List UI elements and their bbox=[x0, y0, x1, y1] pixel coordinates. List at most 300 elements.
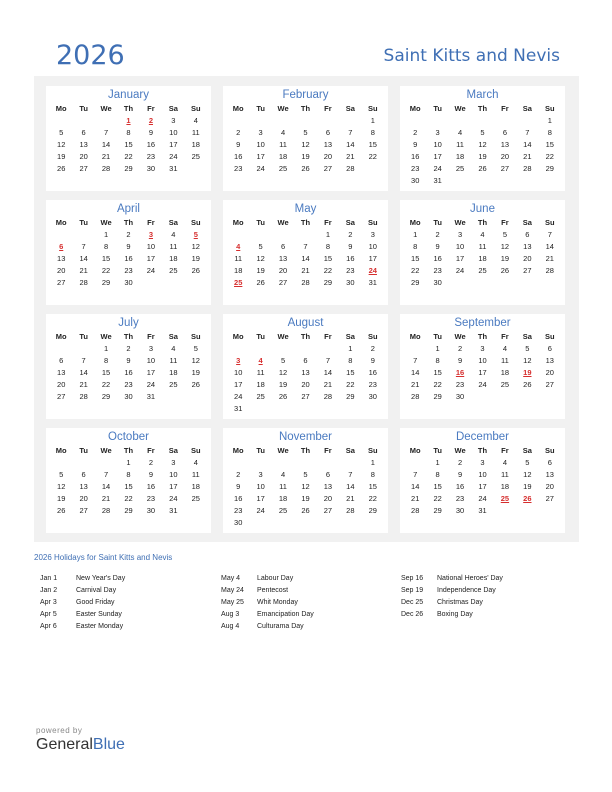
month-name: September bbox=[454, 317, 511, 329]
holiday-name: New Year's Day bbox=[76, 575, 126, 582]
day-cell: 11 bbox=[191, 470, 200, 479]
weekday-header: Su bbox=[190, 332, 201, 341]
day-cell: 26 bbox=[301, 164, 310, 173]
day-cell: 5 bbox=[59, 470, 64, 479]
day-cell: 23 bbox=[346, 266, 355, 275]
calendar-panel bbox=[34, 76, 579, 542]
weekday-header: Sa bbox=[168, 332, 178, 341]
weekday-header: Tu bbox=[433, 446, 442, 455]
empty-cell bbox=[249, 457, 271, 469]
day-cell: 3 bbox=[457, 230, 463, 239]
day-cell: 1 bbox=[126, 458, 131, 467]
weekday-header: We bbox=[100, 104, 112, 113]
day-cell: 21 bbox=[346, 152, 355, 161]
day-cell: 18 bbox=[169, 254, 178, 263]
day-cell: 25 bbox=[169, 380, 178, 389]
day-cell: 19 bbox=[256, 266, 265, 275]
day-cell: 2 bbox=[413, 128, 418, 137]
day-cell: 16 bbox=[411, 152, 420, 161]
holiday-row bbox=[221, 573, 314, 585]
holiday-name: Labour Day bbox=[257, 575, 294, 582]
weekday-header: Tu bbox=[256, 104, 265, 113]
day-cell: 9 bbox=[126, 356, 131, 365]
weekday-header: Th bbox=[300, 332, 311, 341]
weekday-header: Sa bbox=[168, 104, 178, 113]
day-cell: 6 bbox=[325, 128, 330, 137]
weekday-header: We bbox=[454, 332, 466, 341]
day-cell: 18 bbox=[455, 152, 465, 161]
brand bbox=[36, 726, 125, 754]
holiday-date: Jan 1 bbox=[40, 575, 58, 582]
day-cell: 14 bbox=[79, 254, 88, 263]
day-cell: 3 bbox=[171, 116, 176, 125]
weekday-header: Th bbox=[477, 332, 488, 341]
weekday-header: Su bbox=[190, 446, 201, 455]
day-cell: 5 bbox=[258, 242, 263, 251]
day-cell: 23 bbox=[411, 164, 420, 173]
day-cell: 22 bbox=[433, 494, 442, 503]
month-grid bbox=[400, 103, 565, 187]
day-cell: 12 bbox=[256, 254, 265, 263]
weekday-header: Fr bbox=[147, 104, 155, 113]
empty-cell bbox=[249, 343, 271, 355]
day-cell: 6 bbox=[547, 344, 552, 353]
holiday-date: Apr 6 bbox=[40, 623, 57, 630]
empty-cell bbox=[317, 343, 339, 355]
weekday-header: Fr bbox=[501, 332, 509, 341]
day-cell: 17 bbox=[234, 380, 243, 389]
day-cell: 24 bbox=[234, 392, 243, 401]
day-cell: 16 bbox=[368, 368, 377, 377]
day-cell: 10 bbox=[368, 242, 377, 251]
weekday-header: Su bbox=[544, 446, 555, 455]
day-cell: 9 bbox=[236, 140, 241, 149]
day-cell: 28 bbox=[323, 392, 333, 401]
day-cell: 3 bbox=[480, 344, 485, 353]
day-cell: 20 bbox=[57, 380, 66, 389]
day-cell: 13 bbox=[79, 482, 88, 491]
logo-general: General bbox=[36, 736, 93, 753]
day-cell: 23 bbox=[234, 164, 243, 173]
day-cell: 1 bbox=[413, 230, 418, 239]
empty-cell bbox=[494, 115, 516, 127]
holiday-date: Aug 3 bbox=[221, 611, 240, 618]
day-cell: 24 bbox=[169, 152, 178, 161]
day-cell: 19 bbox=[301, 152, 310, 161]
day-cell: 10 bbox=[256, 140, 265, 149]
month-grid bbox=[400, 331, 565, 403]
holiday-date: Dec 25 bbox=[401, 599, 424, 606]
day-cell: 7 bbox=[81, 242, 86, 251]
day-cell: 8 bbox=[370, 128, 375, 137]
day-cell: 22 bbox=[411, 266, 420, 275]
day-cell: 11 bbox=[234, 254, 243, 263]
day-cell: 3 bbox=[258, 128, 263, 137]
day-cell: 25 bbox=[455, 164, 465, 173]
month-august bbox=[223, 314, 388, 419]
day-cell: 9 bbox=[148, 128, 153, 137]
holiday-day-cell: 16 bbox=[455, 368, 465, 377]
holiday-date: Sep 16 bbox=[401, 575, 424, 582]
day-cell: 27 bbox=[523, 266, 532, 275]
day-cell: 26 bbox=[478, 164, 487, 173]
day-cell: 7 bbox=[547, 230, 552, 239]
empty-cell bbox=[227, 457, 249, 469]
weekday-header: Mo bbox=[55, 332, 67, 341]
day-cell: 17 bbox=[256, 152, 265, 161]
day-cell: 20 bbox=[79, 494, 88, 503]
day-cell: 22 bbox=[101, 266, 111, 275]
day-cell: 1 bbox=[103, 230, 109, 239]
day-cell: 5 bbox=[303, 470, 308, 479]
day-cell: 20 bbox=[500, 152, 510, 161]
weekday-header: We bbox=[100, 446, 112, 455]
day-cell: 8 bbox=[103, 356, 109, 365]
day-cell: 8 bbox=[348, 356, 353, 365]
month-june bbox=[400, 200, 565, 305]
weekday-header: Fr bbox=[147, 446, 155, 455]
weekday-header: We bbox=[100, 218, 112, 227]
month-grid bbox=[223, 103, 388, 175]
day-cell: 28 bbox=[346, 506, 355, 515]
holiday-date: May 25 bbox=[221, 599, 244, 606]
day-cell: 26 bbox=[256, 278, 265, 287]
weekday-header: Mo bbox=[55, 446, 67, 455]
day-cell: 7 bbox=[325, 356, 330, 365]
day-cell: 8 bbox=[126, 470, 131, 479]
day-cell: 18 bbox=[278, 494, 288, 503]
day-cell: 18 bbox=[500, 482, 510, 491]
day-cell: 15 bbox=[433, 482, 442, 491]
empty-cell bbox=[50, 229, 72, 241]
day-cell: 17 bbox=[256, 494, 265, 503]
day-cell: 30 bbox=[411, 176, 420, 185]
day-cell: 28 bbox=[79, 392, 88, 401]
day-cell: 23 bbox=[234, 506, 243, 515]
empty-cell bbox=[317, 115, 339, 127]
day-cell: 25 bbox=[256, 392, 265, 401]
day-cell: 19 bbox=[301, 494, 310, 503]
day-cell: 27 bbox=[57, 278, 66, 287]
day-cell: 19 bbox=[278, 380, 288, 389]
weekday-header: Mo bbox=[55, 104, 67, 113]
day-cell: 21 bbox=[523, 152, 532, 161]
day-cell: 19 bbox=[500, 254, 510, 263]
day-cell: 3 bbox=[171, 458, 176, 467]
day-cell: 24 bbox=[478, 494, 487, 503]
day-cell: 2 bbox=[236, 128, 241, 137]
month-december bbox=[400, 428, 565, 533]
day-cell: 1 bbox=[547, 116, 552, 125]
day-cell: 15 bbox=[346, 368, 355, 377]
day-cell: 2 bbox=[348, 230, 353, 239]
day-cell: 30 bbox=[124, 392, 133, 401]
month-grid bbox=[400, 217, 565, 289]
day-cell: 12 bbox=[478, 140, 487, 149]
day-cell: 14 bbox=[523, 140, 532, 149]
day-cell: 2 bbox=[370, 344, 375, 353]
holiday-day-cell: 3 bbox=[236, 356, 241, 365]
day-cell: 30 bbox=[455, 506, 465, 515]
day-cell: 8 bbox=[103, 242, 109, 251]
day-cell: 16 bbox=[234, 494, 243, 503]
day-cell: 8 bbox=[126, 128, 131, 137]
holiday-column bbox=[401, 573, 503, 621]
day-cell: 12 bbox=[191, 356, 200, 365]
day-cell: 13 bbox=[545, 470, 554, 479]
weekday-header: Fr bbox=[501, 446, 509, 455]
day-cell: 3 bbox=[370, 230, 375, 239]
month-name: February bbox=[282, 89, 329, 101]
day-cell: 7 bbox=[348, 128, 353, 137]
day-cell: 27 bbox=[545, 380, 554, 389]
day-cell: 11 bbox=[279, 482, 287, 491]
weekday-header: We bbox=[454, 218, 466, 227]
weekday-header: Th bbox=[300, 446, 311, 455]
holiday-date: May 4 bbox=[221, 575, 241, 582]
day-cell: 20 bbox=[523, 254, 532, 263]
day-cell: 20 bbox=[278, 266, 288, 275]
day-cell: 4 bbox=[171, 230, 176, 239]
day-cell: 21 bbox=[545, 254, 554, 263]
day-cell: 20 bbox=[323, 494, 333, 503]
day-cell: 9 bbox=[370, 356, 375, 365]
day-cell: 1 bbox=[435, 458, 440, 467]
day-cell: 19 bbox=[191, 254, 200, 263]
weekday-header: Mo bbox=[232, 104, 244, 113]
day-cell: 6 bbox=[59, 356, 64, 365]
day-cell: 26 bbox=[57, 164, 66, 173]
day-cell: 1 bbox=[370, 458, 375, 467]
day-cell: 17 bbox=[146, 368, 156, 377]
day-cell: 15 bbox=[101, 368, 111, 377]
day-cell: 14 bbox=[301, 254, 310, 263]
weekday-header: Su bbox=[190, 218, 201, 227]
empty-cell bbox=[72, 115, 94, 127]
weekday-header: We bbox=[277, 332, 289, 341]
holiday-day-cell: 3 bbox=[148, 230, 153, 239]
weekday-header: Fr bbox=[501, 104, 509, 113]
day-cell: 8 bbox=[325, 242, 330, 251]
weekday-header: Fr bbox=[147, 332, 155, 341]
day-cell: 16 bbox=[346, 254, 355, 263]
weekday-header: Mo bbox=[55, 218, 67, 227]
day-cell: 10 bbox=[256, 482, 265, 491]
day-cell: 19 bbox=[478, 152, 487, 161]
day-cell: 27 bbox=[545, 494, 554, 503]
day-cell: 10 bbox=[478, 356, 487, 365]
day-cell: 10 bbox=[455, 242, 465, 251]
day-cell: 26 bbox=[523, 380, 532, 389]
month-november bbox=[223, 428, 388, 533]
month-grid bbox=[46, 331, 211, 403]
day-cell: 12 bbox=[301, 140, 310, 149]
weekday-header: Sa bbox=[522, 332, 532, 341]
month-may bbox=[223, 200, 388, 305]
empty-cell bbox=[404, 115, 426, 127]
day-cell: 14 bbox=[411, 368, 420, 377]
weekday-header: Su bbox=[367, 446, 378, 455]
day-cell: 31 bbox=[146, 392, 156, 401]
day-cell: 5 bbox=[193, 344, 198, 353]
day-cell: 17 bbox=[478, 482, 487, 491]
day-cell: 10 bbox=[169, 470, 178, 479]
holiday-column bbox=[221, 573, 314, 633]
day-cell: 10 bbox=[234, 368, 243, 377]
holiday-column bbox=[40, 573, 125, 633]
day-cell: 13 bbox=[57, 368, 66, 377]
weekday-header: Fr bbox=[501, 218, 509, 227]
month-july bbox=[46, 314, 211, 419]
logo-blue: Blue bbox=[92, 736, 125, 753]
empty-cell bbox=[294, 457, 316, 469]
day-cell: 3 bbox=[480, 458, 485, 467]
holiday-name: Emancipation Day bbox=[257, 611, 314, 618]
day-cell: 4 bbox=[502, 458, 507, 467]
empty-cell bbox=[227, 115, 249, 127]
weekday-header: Th bbox=[477, 218, 488, 227]
day-cell: 14 bbox=[323, 368, 333, 377]
day-cell: 23 bbox=[124, 266, 133, 275]
empty-cell bbox=[72, 229, 94, 241]
day-cell: 22 bbox=[124, 494, 133, 503]
month-name: December bbox=[455, 431, 510, 443]
day-cell: 27 bbox=[278, 278, 288, 287]
holiday-day-cell: 4 bbox=[258, 356, 263, 365]
day-cell: 2 bbox=[126, 344, 131, 353]
day-cell: 18 bbox=[169, 368, 178, 377]
day-cell: 22 bbox=[124, 152, 133, 161]
day-cell: 31 bbox=[433, 176, 442, 185]
day-cell: 2 bbox=[435, 230, 440, 239]
day-cell: 7 bbox=[413, 470, 418, 479]
day-cell: 8 bbox=[435, 470, 440, 479]
day-cell: 24 bbox=[146, 380, 156, 389]
weekday-header: Tu bbox=[79, 446, 88, 455]
day-cell: 4 bbox=[480, 230, 485, 239]
day-cell: 15 bbox=[124, 482, 133, 491]
day-cell: 24 bbox=[146, 266, 156, 275]
empty-cell bbox=[95, 115, 117, 127]
holiday-name: National Heroes' Day bbox=[437, 575, 503, 582]
day-cell: 17 bbox=[368, 254, 377, 263]
day-cell: 8 bbox=[413, 242, 418, 251]
empty-cell bbox=[317, 457, 339, 469]
day-cell: 19 bbox=[57, 152, 66, 161]
day-cell: 27 bbox=[301, 392, 310, 401]
day-cell: 2 bbox=[236, 470, 241, 479]
month-october bbox=[46, 428, 211, 533]
day-cell: 9 bbox=[413, 140, 418, 149]
day-cell: 30 bbox=[433, 278, 442, 287]
day-cell: 9 bbox=[148, 470, 153, 479]
day-cell: 28 bbox=[301, 278, 310, 287]
month-grid bbox=[46, 217, 211, 289]
weekday-header: Fr bbox=[147, 218, 155, 227]
day-cell: 25 bbox=[478, 266, 487, 275]
day-cell: 11 bbox=[169, 356, 178, 365]
weekday-header: Su bbox=[544, 104, 555, 113]
day-cell: 10 bbox=[169, 128, 178, 137]
empty-cell bbox=[272, 115, 294, 127]
empty-cell bbox=[50, 343, 72, 355]
weekday-header: Fr bbox=[324, 446, 332, 455]
holiday-day-cell: 5 bbox=[193, 230, 198, 239]
weekday-header: We bbox=[277, 446, 289, 455]
day-cell: 26 bbox=[191, 380, 200, 389]
day-cell: 24 bbox=[169, 494, 178, 503]
day-cell: 30 bbox=[124, 278, 133, 287]
weekday-header: Su bbox=[367, 332, 378, 341]
day-cell: 28 bbox=[346, 164, 355, 173]
empty-cell bbox=[249, 115, 271, 127]
holiday-date: May 24 bbox=[221, 587, 244, 594]
day-cell: 7 bbox=[413, 356, 418, 365]
day-cell: 31 bbox=[368, 278, 377, 287]
day-cell: 21 bbox=[411, 380, 420, 389]
day-cell: 6 bbox=[81, 470, 86, 479]
holiday-row bbox=[221, 597, 314, 609]
weekday-header: Th bbox=[123, 218, 134, 227]
day-cell: 1 bbox=[370, 116, 375, 125]
day-cell: 20 bbox=[79, 152, 88, 161]
month-grid bbox=[223, 331, 388, 415]
day-cell: 15 bbox=[101, 254, 111, 263]
weekday-header: Sa bbox=[522, 446, 532, 455]
day-cell: 4 bbox=[193, 116, 198, 125]
day-cell: 5 bbox=[59, 128, 64, 137]
day-cell: 9 bbox=[435, 242, 440, 251]
day-cell: 11 bbox=[501, 356, 509, 365]
day-cell: 4 bbox=[280, 470, 286, 479]
day-cell: 15 bbox=[124, 140, 133, 149]
month-name: June bbox=[470, 203, 495, 215]
day-cell: 14 bbox=[545, 242, 554, 251]
day-cell: 7 bbox=[525, 128, 530, 137]
day-cell: 22 bbox=[368, 152, 377, 161]
day-cell: 18 bbox=[256, 380, 265, 389]
holiday-row bbox=[40, 609, 125, 621]
empty-cell bbox=[272, 343, 294, 355]
day-cell: 29 bbox=[124, 506, 133, 515]
day-cell: 6 bbox=[81, 128, 86, 137]
day-cell: 9 bbox=[126, 242, 131, 251]
day-cell: 12 bbox=[278, 368, 288, 377]
holiday-day-cell: 2 bbox=[148, 116, 153, 125]
month-february bbox=[223, 86, 388, 191]
holiday-name: Boxing Day bbox=[437, 611, 473, 618]
day-cell: 24 bbox=[256, 506, 265, 515]
weekday-header: Fr bbox=[324, 332, 332, 341]
day-cell: 19 bbox=[191, 368, 200, 377]
day-cell: 27 bbox=[500, 164, 510, 173]
empty-cell bbox=[272, 229, 294, 241]
day-cell: 2 bbox=[126, 230, 131, 239]
empty-cell bbox=[272, 457, 294, 469]
day-cell: 17 bbox=[433, 152, 442, 161]
day-cell: 31 bbox=[234, 404, 243, 413]
empty-cell bbox=[404, 457, 426, 469]
day-cell: 4 bbox=[502, 344, 507, 353]
weekday-header: Th bbox=[123, 104, 134, 113]
day-cell: 11 bbox=[501, 470, 509, 479]
day-cell: 19 bbox=[523, 482, 532, 491]
holiday-row bbox=[221, 585, 314, 597]
day-cell: 21 bbox=[323, 380, 333, 389]
day-cell: 21 bbox=[79, 266, 88, 275]
day-cell: 31 bbox=[478, 506, 487, 515]
day-cell: 22 bbox=[346, 380, 355, 389]
